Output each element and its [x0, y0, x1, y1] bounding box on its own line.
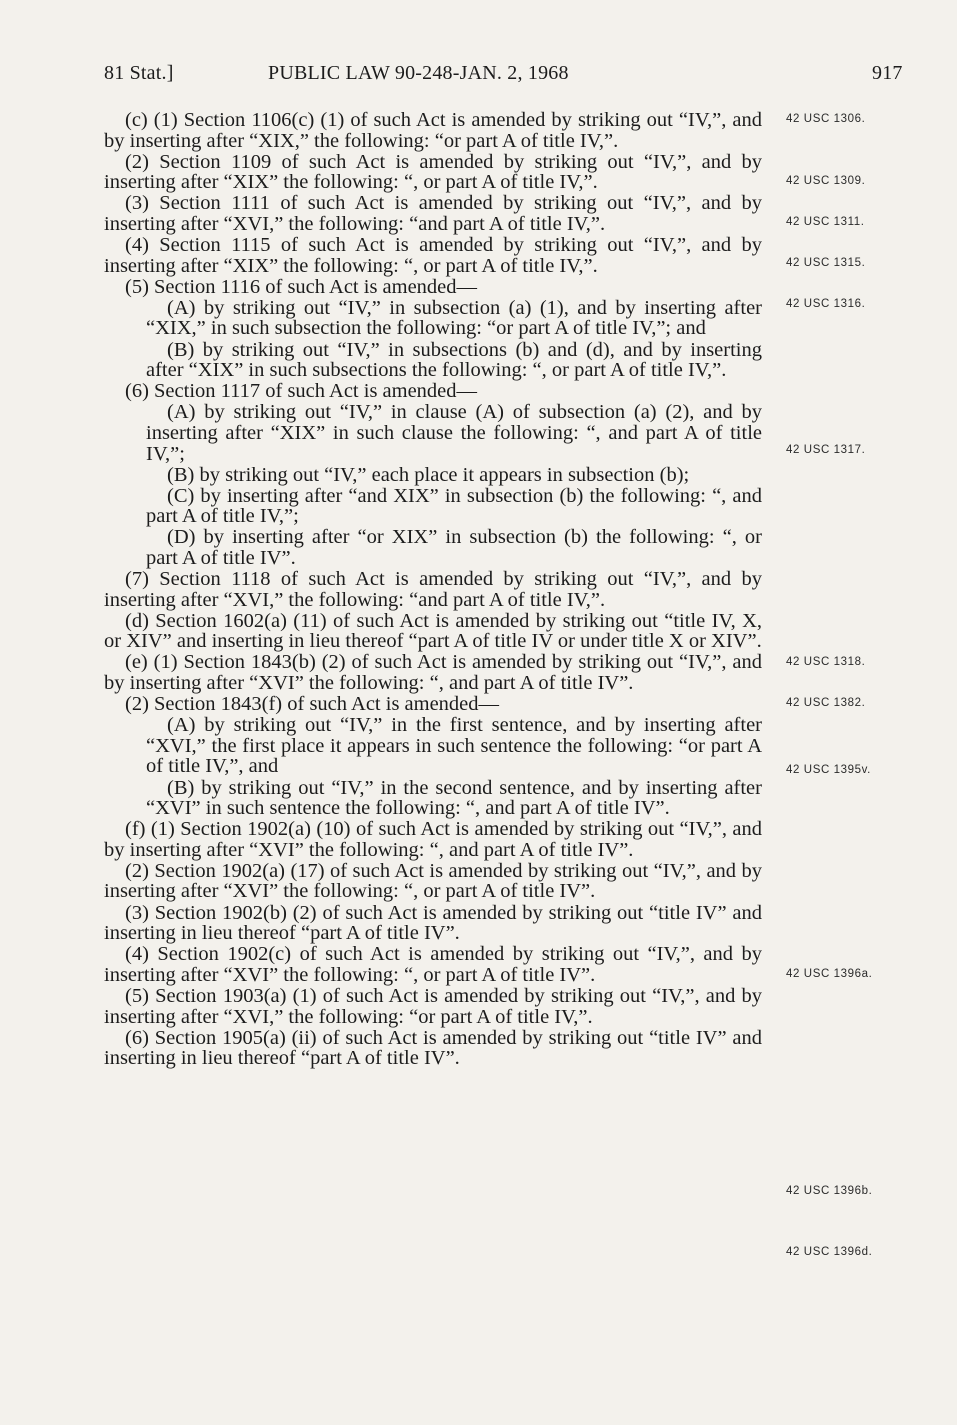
statute-volume: 81 Stat.] [104, 62, 174, 84]
paragraph-f4: (4) Section 1902(c) of such Act is amended by striking out “IV,”, and by inserting after “XVI” the following: “, or part A of title IV”. [104, 943, 762, 986]
paragraph-c5-b: (B) by striking out “IV,” in subsections (b) and (d), and by inserting after “XIX” in such subsections the following: “, or part A of title IV,”. [146, 338, 762, 382]
paragraph-e2: (2) Section 1843(f) of such Act is amended— [125, 693, 500, 716]
paragraph-c6-c: (C) by inserting after “and XIX” in subsection (b) the following: “, and part A of title IV,”; [146, 484, 762, 528]
paragraph-e1: (e) (1) Section 1843(b) (2) of such Act is amended by striking out “IV,”, and by inserting after “XVI” the following: “, and part A of title IV”. [104, 651, 762, 695]
running-header: PUBLIC LAW 90-248-JAN. 2, 1968 [268, 62, 569, 84]
margin-note: 42 USC 1382. [786, 697, 866, 709]
margin-note: 42 USC 1317. [786, 444, 866, 456]
paragraph-c6: (6) Section 1117 of such Act is amended— [125, 380, 478, 403]
margin-note: 42 USC 1315. [786, 257, 866, 269]
paragraph-c5-a: (A) by striking out “IV,” in subsection (a) (1), and by inserting after “XIX,” in such subsection the following: “or part A of title IV,”; and [146, 296, 762, 340]
paragraph-f3: (3) Section 1902(b) (2) of such Act is amended by striking out “title IV” and inserting in lieu thereof “part A of title IV”. [104, 901, 762, 945]
margin-note: 42 USC 1316. [786, 298, 866, 310]
page-number: 917 [872, 62, 903, 84]
paragraph-c7: (7) Section 1118 of such Act is amended by striking out “IV,”, and by inserting after “XVI,” the following: “and part A of title IV,”. [104, 568, 762, 611]
paragraph-f6: (6) Section 1905(a) (ii) of such Act is amended by striking out “title IV” and inserting in lieu thereof “part A of title IV”. [104, 1026, 762, 1070]
margin-note: 42 USC 1306. [786, 113, 866, 125]
paragraph-c6-d: (D) by inserting after “or XIX” in subsection (b) the following: “, or part A of title IV”. [146, 526, 762, 569]
margin-note: 42 USC 1396b. [786, 1185, 873, 1197]
paragraph-c4: (4) Section 1115 of such Act is amended by striking out “IV,”, and by inserting after “XIX” the following: “, or part A of title IV,”. [104, 234, 762, 277]
margin-note: 42 USC 1318. [786, 656, 866, 668]
paragraph-c1: (c) (1) Section 1106(c) (1) of such Act is amended by striking out “IV,”, and by inserting after “XIX,” the following: “or part A of title IV,”. [104, 109, 762, 152]
margin-note: 42 USC 1309. [786, 175, 866, 187]
paragraph-e2-a: (A) by striking out “IV,” in the first sentence, and by inserting after “XVI,” the first place it appears in such sentence the following: “or part A of title IV,”, and [146, 714, 762, 778]
margin-note: 42 USC 1395v. [786, 764, 871, 776]
paragraph-c5: (5) Section 1116 of such Act is amended— [125, 275, 478, 298]
paragraph-f1: (f) (1) Section 1902(a) (10) of such Act is amended by striking out “IV,”, and by inserting after “XVI” the following: “, and part A of title IV”. [104, 818, 762, 861]
margin-note: 42 USC 1311. [786, 216, 865, 228]
body-text [104, 110, 762, 1069]
paragraph-c2: (2) Section 1109 of such Act is amended by striking out “IV,”, and by inserting after “XIX” the following: “, or part A of title IV,”. [104, 150, 762, 194]
paragraph-c6-a: (A) by striking out “IV,” in clause (A) of subsection (a) (2), and by inserting after “XIX” in such clause the following: “, and part A of title IV,”; [146, 401, 762, 465]
paragraph-f2: (2) Section 1902(a) (17) of such Act is amended by striking out “IV,”, and by inserting after “XVI” the following: “, or part A of title IV”. [104, 859, 762, 903]
paragraph-c3: (3) Section 1111 of such Act is amended by striking out “IV,”, and by inserting after “XVI,” the following: “and part A of title IV,”. [104, 192, 762, 235]
paragraph-c6-b: (B) by striking out “IV,” each place it appears in subsection (b); [167, 463, 690, 486]
paragraph-d: (d) Section 1602(a) (11) of such Act is amended by striking out “title IV, X, or XIV” and inserting in lieu thereof “part A of title IV or under title X or XIV”. [104, 609, 762, 653]
margin-note: 42 USC 1396d. [786, 1246, 873, 1258]
paragraph-f5: (5) Section 1903(a) (1) of such Act is amended by striking out “IV,”, and by inserting after “XVI,” the following: “or part A of title IV,”. [104, 984, 762, 1028]
margin-note: 42 USC 1396a. [786, 968, 873, 980]
paragraph-e2-b: (B) by striking out “IV,” in the second sentence, and by inserting after “XVI” in such sentence the following: “, and part A of title IV”. [146, 776, 762, 820]
